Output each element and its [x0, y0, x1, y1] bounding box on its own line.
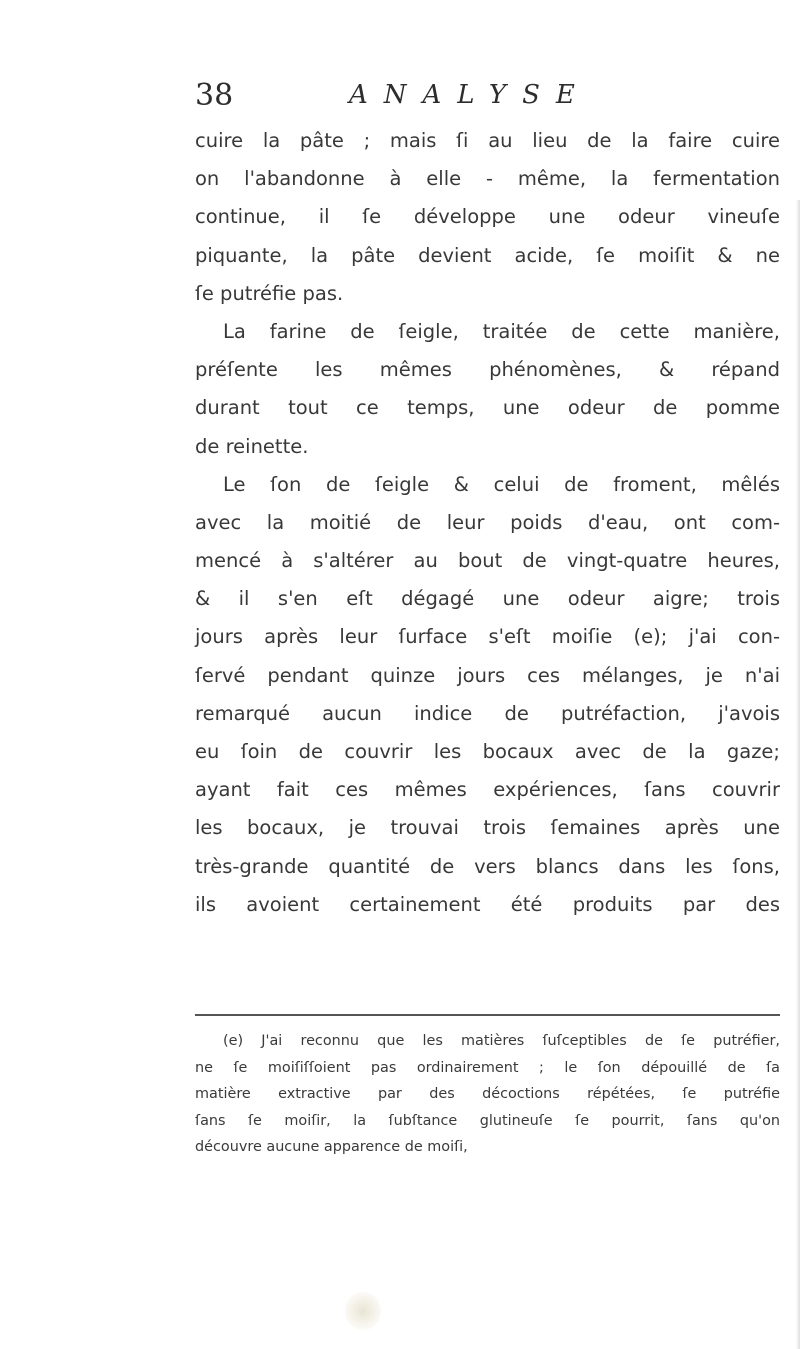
footnote: [195, 1028, 780, 1161]
page-edge-shadow: [796, 200, 800, 1349]
footnote-line: découvre aucune apparence de moiſi,: [195, 1139, 468, 1155]
main-text: [195, 122, 780, 924]
text-line: eu ſoin de couvrir les bocaux avec de la gaze;: [195, 740, 780, 763]
text-line: préſente les mêmes phénomènes, & répand: [195, 358, 780, 382]
text-line: mencé à s'altérer au bout de vingt-quatre heures,: [195, 549, 780, 573]
footnote-line: (e) J'ai reconnu que les matières ſuſceptibles de ſe putréfier,: [223, 1033, 780, 1049]
page-number: 38: [195, 78, 234, 113]
text-line: les bocaux, je trouvai trois ſemaines après une: [195, 816, 780, 840]
text-line: avec la moitié de leur poids d'eau, ont com-: [195, 510, 780, 534]
text-line: Le ſon de ſeigle & celui de froment, mêlés: [223, 472, 780, 496]
running-title: ANALYSE: [349, 80, 591, 110]
page-header: [195, 78, 655, 118]
footnote-line: ne ſe moiſiſſoient pas ordinairement ; le ſon dépouillé de ſa: [195, 1059, 780, 1076]
text-line: La farine de ſeigle, traitée de cette manière,: [223, 319, 780, 343]
footnote-line: matière extractive par des décoctions répétées, ſe putréfie: [195, 1086, 780, 1102]
text-line: ils avoient certainement été produits par des: [195, 892, 780, 916]
text-line: jours après leur ſurface s'eſt moiſie (e); j'ai con-: [195, 625, 780, 649]
text-line: ſe putréfie pas.: [195, 281, 344, 305]
text-line: piquante, la pâte devient acide, ſe moiſit & ne: [195, 243, 780, 267]
text-line: durant tout ce temps, une odeur de pomme: [195, 396, 780, 420]
footnote-line: ſans ſe moiſir, la ſubſtance glutineuſe ſe pourrit, ſans qu'on: [195, 1112, 780, 1129]
text-line: remarqué aucun indice de putréfaction, j'avois: [195, 701, 780, 725]
text-line: ſervé pendant quinze jours ces mélanges, je n'ai: [195, 663, 780, 687]
footnote-divider: [195, 1014, 780, 1016]
text-line: très-grande quantité de vers blancs dans les ſons,: [195, 854, 780, 878]
text-line: ayant fait ces mêmes expériences, ſans couvrir: [195, 778, 780, 802]
paper-stain: [345, 1292, 381, 1330]
text-line: continue, il ſe développe une odeur vineuſe: [195, 205, 780, 229]
text-line: cuire la pâte ; mais ſi au lieu de la faire cuire: [195, 129, 780, 152]
text-line: on l'abandonne à elle - même, la fermentation: [195, 167, 780, 191]
text-line: de reinette.: [195, 434, 309, 458]
text-line: & il s'en eſt dégagé une odeur aigre; trois: [195, 587, 780, 611]
